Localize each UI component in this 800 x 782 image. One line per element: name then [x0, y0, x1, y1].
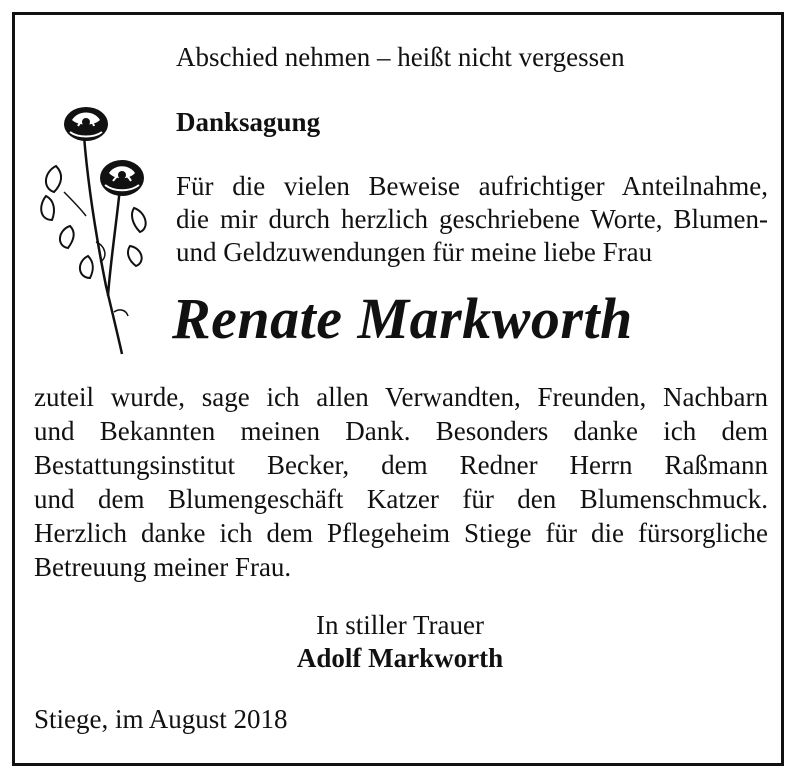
section-title: Danksagung [176, 107, 321, 137]
body-line: Herzlich danke ich dem Pflegeheim Stiege für die fürsorgliche [34, 518, 768, 548]
deceased-name: Renate Markworth [172, 286, 633, 351]
closing-phrase: In stiller Trauer [316, 610, 484, 640]
notice-heading: Abschied nehmen – heißt nicht vergessen [176, 42, 625, 72]
thanks-paragraph [34, 380, 768, 584]
body-line: zuteil wurde, sage ich allen Verwandten, Freunden, Nachbarn [34, 382, 768, 412]
place-date: Stiege, im August 2018 [34, 704, 288, 734]
intro-line: und Geldzuwendungen für meine liebe Frau [176, 237, 653, 267]
signer-name: Adolf Markworth [296, 643, 504, 673]
intro-paragraph [176, 170, 768, 269]
roses-icon [36, 96, 156, 358]
intro-line: die mir durch herzlich geschriebene Worte, Blumen- [176, 204, 768, 234]
body-line: und dem Blumengeschäft Katzer für den Blumenschmuck. [34, 484, 768, 514]
intro-line: Für die vielen Beweise aufrichtiger Anteilnahme, [176, 171, 768, 201]
body-line: und Bekannten meinen Dank. Besonders danke ich dem [34, 416, 768, 446]
body-line: Bestattungsinstitut Becker, dem Redner Herrn Raßmann [34, 450, 768, 480]
body-line: Betreuung meiner Frau. [34, 552, 292, 582]
